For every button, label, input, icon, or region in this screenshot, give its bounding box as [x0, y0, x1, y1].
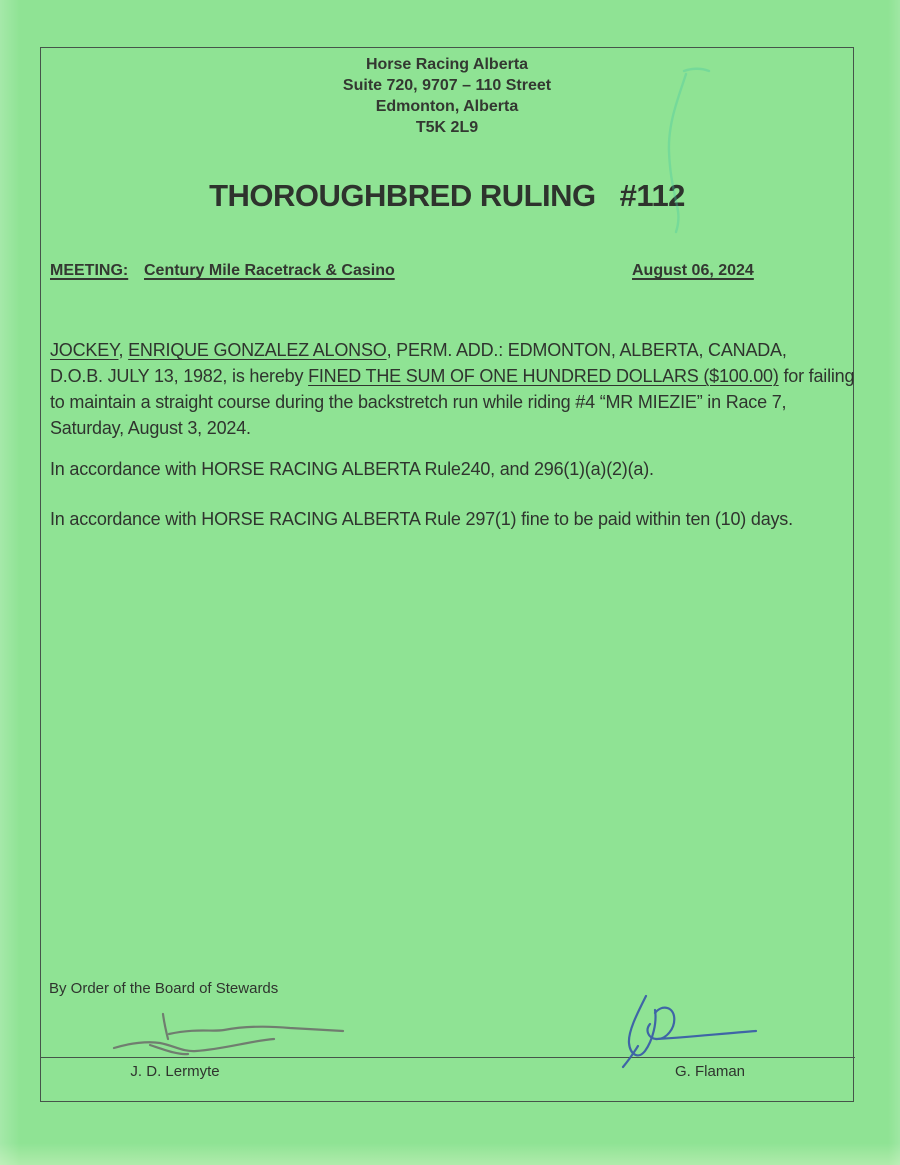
- letterhead-address: Suite 720, 9707 – 110 Street: [342, 77, 552, 94]
- letterhead-postal-code: T5K 2L9: [415, 119, 479, 136]
- letterhead-city: Edmonton, Alberta: [375, 98, 519, 115]
- ruling-number: #112: [619, 178, 685, 213]
- ruling-paragraph-fine: [50, 337, 854, 441]
- ruling-line-4: Saturday, August 3, 2024.: [50, 418, 251, 438]
- document-title-label: THOROUGHBRED RULING: [209, 178, 596, 213]
- ruling-line-3: to maintain a straight course during the backstretch run while riding #4 “MR MIEZIE” in Race 7,: [50, 392, 787, 412]
- signatory-name-left: J. D. Lermyte: [130, 1063, 220, 1080]
- ruling-paragraph-payment-terms: In accordance with HORSE RACING ALBERTA Rule 297(1) fine to be paid within ten (10) days.: [50, 509, 793, 529]
- letterhead: [40, 54, 854, 138]
- document-title: [40, 178, 854, 214]
- scan-edge-highlight-right: [888, 0, 900, 1165]
- scan-edge-highlight-left: [0, 0, 20, 1165]
- meeting-venue: Century Mile Racetrack & Casino: [144, 262, 395, 279]
- meeting-date: August 06, 2024: [632, 262, 754, 279]
- signature-line: [40, 1057, 855, 1058]
- ruling-paragraph-rule-reference: In accordance with HORSE RACING ALBERTA Rule240, and 296(1)(a)(2)(a).: [50, 459, 654, 479]
- meeting-label: MEETING:: [50, 262, 129, 279]
- ruling-line-1: JOCKEY, ENRIQUE GONZALEZ ALONSO, PERM. ADD.: EDMONTON, ALBERTA, CANADA,: [50, 340, 787, 360]
- by-order-statement: By Order of the Board of Stewards: [49, 980, 279, 997]
- ruling-line-2: D.O.B. JULY 13, 1982, is hereby FINED THE SUM OF ONE HUNDRED DOLLARS ($100.00) for failing: [50, 366, 855, 386]
- letterhead-org-name: Horse Racing Alberta: [365, 56, 529, 73]
- signatory-name-right: G. Flaman: [674, 1063, 746, 1080]
- scan-edge-highlight-bottom: [0, 1143, 900, 1165]
